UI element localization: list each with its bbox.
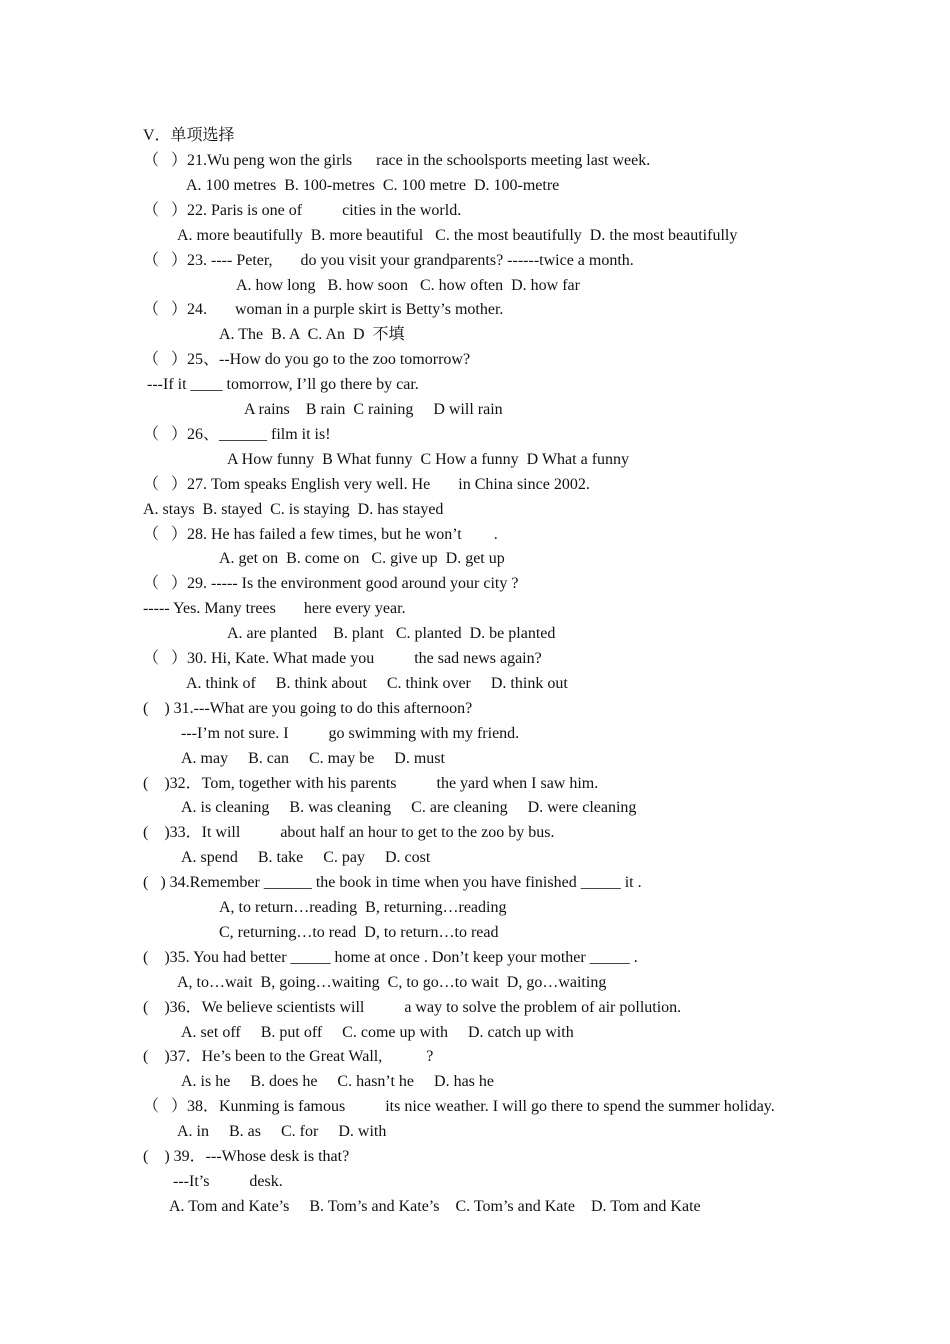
options-28: A. get on B. come on C. give up D. get up <box>219 550 505 567</box>
question-35: ( )35. You had better _____ home at once . Don’t keep your mother _____ . <box>143 949 638 966</box>
options-34-line1: A, to return…reading B, returning…reading <box>219 899 507 916</box>
question-29: （ ）29. ----- Is the environment good around your city ? <box>143 575 519 592</box>
options-36: A. set off B. put off C. come up with D. catch up with <box>181 1024 574 1041</box>
options-32: A. is cleaning B. was cleaning C. are cleaning D. were cleaning <box>181 799 637 816</box>
question-37: ( )37．He’s been to the Great Wall, ? <box>143 1048 434 1065</box>
question-21: （ ）21.Wu peng won the girls race in the schoolsports meeting last week. <box>143 152 651 169</box>
options-23: A. how long B. how soon C. how often D. how far <box>236 277 580 294</box>
options-24: A. The B. A C. An D 不填 <box>219 326 405 343</box>
options-38: A. in B. as C. for D. with <box>177 1123 387 1140</box>
options-25: A rains B rain C raining D will rain <box>244 401 503 418</box>
question-39: ( ) 39．---Whose desk is that? <box>143 1148 350 1165</box>
options-30: A. think of B. think about C. think over D. think out <box>186 675 568 692</box>
options-31: A. may B. can C. may be D. must <box>181 750 445 767</box>
options-29: A. are planted B. plant C. planted D. be planted <box>227 625 556 642</box>
question-27: （ ）27. Tom speaks English very well. He in China since 2002. <box>143 476 590 493</box>
question-39-line2: ---It’s desk. <box>173 1173 283 1190</box>
question-25-line2: ---If it ____ tomorrow, I’ll go there by car. <box>147 376 419 393</box>
options-27: A. stays B. stayed C. is staying D. has stayed <box>143 501 444 518</box>
question-23: （ ）23. ---- Peter, do you visit your grandparents? ------twice a month. <box>143 252 634 269</box>
question-33: ( )33．It will about half an hour to get to the zoo by bus. <box>143 824 555 841</box>
question-34: ( ) 34.Remember ______ the book in time when you have finished _____ it . <box>143 874 642 891</box>
question-29-line2: ----- Yes. Many trees here every year. <box>143 600 406 617</box>
question-32: ( )32．Tom, together with his parents the yard when I saw him. <box>143 775 599 792</box>
question-28: （ ）28. He has failed a few times, but he won’t . <box>143 526 498 543</box>
section-title: V．单项选择 <box>143 127 235 144</box>
options-39: A. Tom and Kate’s B. Tom’s and Kate’s C. Tom’s and Kate D. Tom and Kate <box>169 1198 701 1215</box>
question-36: ( )36．We believe scientists will a way to solve the problem of air pollution. <box>143 999 682 1016</box>
question-38: （ ）38．Kunming is famous its nice weather. I will go there to spend the summer holiday. <box>143 1098 775 1115</box>
options-21: A. 100 metres B. 100-metres C. 100 metre D. 100-metre <box>186 177 560 194</box>
options-33: A. spend B. take C. pay D. cost <box>181 849 431 866</box>
question-31: ( ) 31.---What are you going to do this afternoon? <box>143 700 473 717</box>
question-31-line2: ---I’m not sure. I go swimming with my friend. <box>181 725 520 742</box>
options-37: A. is he B. does he C. hasn’t he D. has he <box>181 1073 494 1090</box>
question-26: （ ）26、______ film it is! <box>143 426 331 443</box>
options-26: A How funny B What funny C How a funny D What a funny <box>227 451 630 468</box>
options-22: A. more beautifully B. more beautiful C. the most beautifully D. the most beautifully <box>177 227 738 244</box>
options-34-line2: C, returning…to read D, to return…to read <box>219 924 499 941</box>
question-24: （ ）24. woman in a purple skirt is Betty’s mother. <box>143 301 504 318</box>
question-30: （ ）30. Hi, Kate. What made you the sad news again? <box>143 650 542 667</box>
options-35: A, to…wait B, going…waiting C, to go…to wait D, go…waiting <box>177 974 607 991</box>
question-22: （ ）22. Paris is one of cities in the world. <box>143 202 462 219</box>
question-25: （ ）25、--How do you go to the zoo tomorrow? <box>143 351 471 368</box>
